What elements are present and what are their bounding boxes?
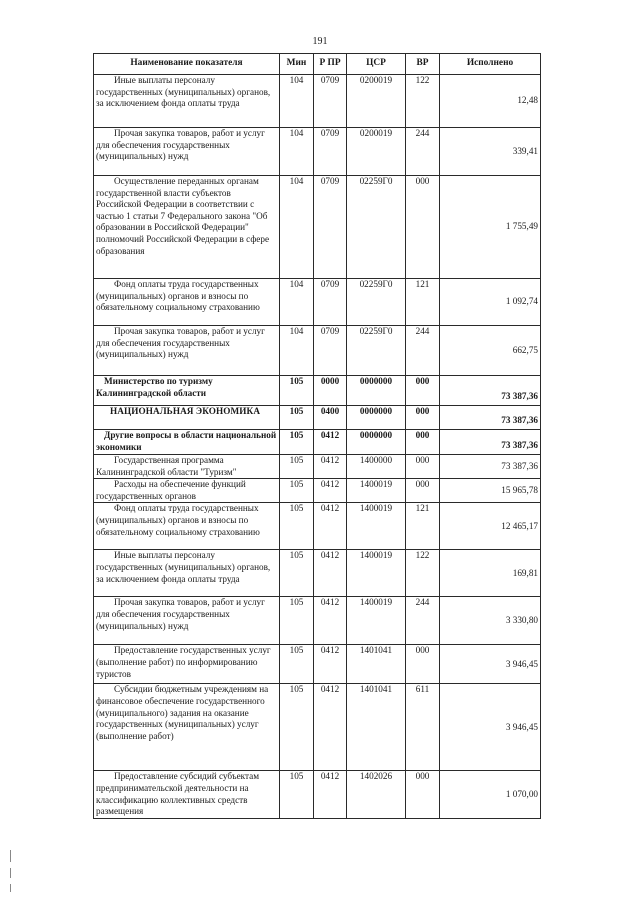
row-rpr: 0412 bbox=[314, 645, 347, 684]
row-total: 73 387,36 bbox=[440, 430, 541, 455]
row-vr: 611 bbox=[406, 684, 440, 771]
row-name-cell bbox=[94, 684, 280, 771]
row-vr: 121 bbox=[406, 279, 440, 326]
row-name-cell bbox=[94, 479, 280, 503]
row-csr: 1400019 bbox=[347, 550, 406, 597]
table-row bbox=[94, 479, 541, 503]
row-rpr: 0000 bbox=[314, 376, 347, 406]
row-name: Другие вопросы в области национальной экономики bbox=[96, 430, 277, 452]
row-vr: 122 bbox=[406, 550, 440, 597]
row-vr: 000 bbox=[406, 455, 440, 479]
table-body bbox=[94, 75, 541, 819]
row-min: 105 bbox=[280, 771, 314, 818]
row-min: 105 bbox=[280, 684, 314, 771]
table-row bbox=[94, 455, 541, 479]
row-csr: 02259Г0 bbox=[347, 326, 406, 376]
row-min: 105 bbox=[280, 503, 314, 550]
table-row bbox=[94, 406, 541, 430]
row-min: 105 bbox=[280, 455, 314, 479]
row-name-cell bbox=[94, 279, 280, 326]
row-csr: 0200019 bbox=[347, 75, 406, 128]
row-vr: 122 bbox=[406, 75, 440, 128]
row-name: Осуществление переданных органам государственной власти субъектов Российской Федерации в соответствии с частью 1 статьи 7 Федерального закона "Об образовании в Российской Федерации" полномочий Российской Федерации в сфере образования bbox=[96, 176, 270, 256]
header-min: Мин bbox=[280, 54, 314, 75]
row-rpr: 0709 bbox=[314, 326, 347, 376]
margin-mark bbox=[10, 850, 11, 862]
row-total: 15 965,78 bbox=[440, 479, 541, 503]
row-name-cell bbox=[94, 455, 280, 479]
row-name-cell bbox=[94, 645, 280, 684]
header-total: Исполнено bbox=[440, 54, 541, 75]
margin-mark bbox=[10, 868, 11, 878]
row-rpr: 0412 bbox=[314, 503, 347, 550]
row-name: Прочая закупка товаров, работ и услуг для обеспечения государственных (муниципальных) нужд bbox=[96, 326, 265, 360]
row-csr: 1400000 bbox=[347, 455, 406, 479]
row-name: Предоставление субсидий субъектам предпринимательской деятельности на классификацию коллективных средств размещения bbox=[96, 771, 260, 817]
table-row bbox=[94, 645, 541, 684]
row-total: 73 387,36 bbox=[440, 376, 541, 406]
row-vr: 000 bbox=[406, 771, 440, 818]
row-csr: 1400019 bbox=[347, 503, 406, 550]
row-name: Прочая закупка товаров, работ и услуг для обеспечения государственных (муниципальных) нужд bbox=[96, 128, 265, 162]
header-rpr: Р ПР bbox=[314, 54, 347, 75]
row-min: 104 bbox=[280, 75, 314, 128]
row-name-cell bbox=[94, 326, 280, 376]
row-name-cell bbox=[94, 430, 280, 455]
row-min: 105 bbox=[280, 479, 314, 503]
row-vr: 000 bbox=[406, 479, 440, 503]
table-row bbox=[94, 684, 541, 771]
row-rpr: 0709 bbox=[314, 279, 347, 326]
row-total: 1 755,49 bbox=[440, 176, 541, 279]
row-rpr: 0400 bbox=[314, 406, 347, 430]
row-name: НАЦИОНАЛЬНАЯ ЭКОНОМИКА bbox=[110, 406, 261, 416]
table-row bbox=[94, 326, 541, 376]
row-csr: 0200019 bbox=[347, 128, 406, 176]
row-rpr: 0412 bbox=[314, 479, 347, 503]
table-row bbox=[94, 176, 541, 279]
table-row bbox=[94, 550, 541, 597]
row-total: 1 070,00 bbox=[440, 771, 541, 818]
row-name-cell bbox=[94, 550, 280, 597]
row-total: 73 387,36 bbox=[440, 406, 541, 430]
margin-mark bbox=[10, 884, 11, 892]
row-vr: 000 bbox=[406, 406, 440, 430]
row-rpr: 0709 bbox=[314, 75, 347, 128]
header-csr: ЦСР bbox=[347, 54, 406, 75]
row-min: 104 bbox=[280, 176, 314, 279]
row-vr: 244 bbox=[406, 597, 440, 645]
row-name-cell bbox=[94, 597, 280, 645]
table-row bbox=[94, 503, 541, 550]
row-total: 169,81 bbox=[440, 550, 541, 597]
row-vr: 000 bbox=[406, 645, 440, 684]
row-rpr: 0412 bbox=[314, 597, 347, 645]
row-name-cell bbox=[94, 503, 280, 550]
table-row bbox=[94, 279, 541, 326]
page-number: 191 bbox=[312, 36, 328, 47]
row-csr: 0000000 bbox=[347, 430, 406, 455]
row-name: Субсидии бюджетным учреждениям на финансовое обеспечение государственного (муниципального) задания на оказание государственных (муниципальных) услуг (выполнение работ) bbox=[96, 684, 269, 741]
row-name: Расходы на обеспечение функций государственных органов bbox=[96, 479, 246, 501]
row-min: 104 bbox=[280, 326, 314, 376]
row-name: Иные выплаты персоналу государственных (муниципальных) органов, за исключением фонда оплаты труда bbox=[96, 75, 271, 109]
row-name-cell bbox=[94, 75, 280, 128]
row-min: 105 bbox=[280, 376, 314, 406]
table-row bbox=[94, 376, 541, 406]
row-name: Предоставление государственных услуг (выполнение работ) по информированию туристов bbox=[96, 645, 271, 679]
row-vr: 121 bbox=[406, 503, 440, 550]
row-min: 105 bbox=[280, 430, 314, 455]
row-name: Министерство по туризму Калининградской области bbox=[96, 376, 213, 398]
row-name-cell bbox=[94, 176, 280, 279]
row-total: 73 387,36 bbox=[440, 455, 541, 479]
row-total: 12,48 bbox=[440, 75, 541, 128]
row-min: 105 bbox=[280, 406, 314, 430]
row-csr: 02259Г0 bbox=[347, 176, 406, 279]
row-csr: 1402026 bbox=[347, 771, 406, 818]
row-total: 12 465,17 bbox=[440, 503, 541, 550]
row-vr: 000 bbox=[406, 176, 440, 279]
row-name: Государственная программа Калининградской области "Туризм" bbox=[96, 455, 237, 477]
row-vr: 000 bbox=[406, 430, 440, 455]
row-csr: 02259Г0 bbox=[347, 279, 406, 326]
table-row bbox=[94, 597, 541, 645]
row-csr: 1400019 bbox=[347, 597, 406, 645]
row-rpr: 0412 bbox=[314, 684, 347, 771]
row-min: 104 bbox=[280, 279, 314, 326]
table-row bbox=[94, 771, 541, 818]
budget-table bbox=[93, 53, 541, 819]
table-row bbox=[94, 430, 541, 455]
row-csr: 0000000 bbox=[347, 406, 406, 430]
row-name-cell bbox=[94, 406, 280, 430]
row-name-cell bbox=[94, 376, 280, 406]
header-name: Наименование показателя bbox=[94, 54, 280, 75]
row-rpr: 0412 bbox=[314, 455, 347, 479]
row-name-cell bbox=[94, 771, 280, 818]
row-name: Фонд оплаты труда государственных (муниципальных) органов и взносы по обязательному социальному страхованию bbox=[96, 279, 260, 313]
table-row bbox=[94, 128, 541, 176]
row-min: 104 bbox=[280, 128, 314, 176]
row-total: 3 946,45 bbox=[440, 645, 541, 684]
row-name-cell bbox=[94, 128, 280, 176]
row-total: 1 092,74 bbox=[440, 279, 541, 326]
row-rpr: 0412 bbox=[314, 771, 347, 818]
row-csr: 1401041 bbox=[347, 684, 406, 771]
row-csr: 1400019 bbox=[347, 479, 406, 503]
row-min: 105 bbox=[280, 645, 314, 684]
row-total: 662,75 bbox=[440, 326, 541, 376]
table-header-row bbox=[94, 54, 541, 75]
table-row bbox=[94, 75, 541, 128]
row-csr: 0000000 bbox=[347, 376, 406, 406]
row-rpr: 0709 bbox=[314, 176, 347, 279]
row-min: 105 bbox=[280, 597, 314, 645]
row-rpr: 0412 bbox=[314, 550, 347, 597]
row-name: Прочая закупка товаров, работ и услуг для обеспечения государственных (муниципальных) нужд bbox=[96, 597, 265, 631]
row-total: 3 946,45 bbox=[440, 684, 541, 771]
row-name: Фонд оплаты труда государственных (муниципальных) органов и взносы по обязательному социальному страхованию bbox=[96, 503, 260, 537]
row-name: Иные выплаты персоналу государственных (муниципальных) органов, за исключением фонда оплаты труда bbox=[96, 550, 271, 584]
row-min: 105 bbox=[280, 550, 314, 597]
row-total: 339,41 bbox=[440, 128, 541, 176]
row-rpr: 0412 bbox=[314, 430, 347, 455]
header-vr: ВР bbox=[406, 54, 440, 75]
row-vr: 244 bbox=[406, 326, 440, 376]
row-rpr: 0709 bbox=[314, 128, 347, 176]
row-vr: 000 bbox=[406, 376, 440, 406]
row-vr: 244 bbox=[406, 128, 440, 176]
row-csr: 1401041 bbox=[347, 645, 406, 684]
row-total: 3 330,80 bbox=[440, 597, 541, 645]
